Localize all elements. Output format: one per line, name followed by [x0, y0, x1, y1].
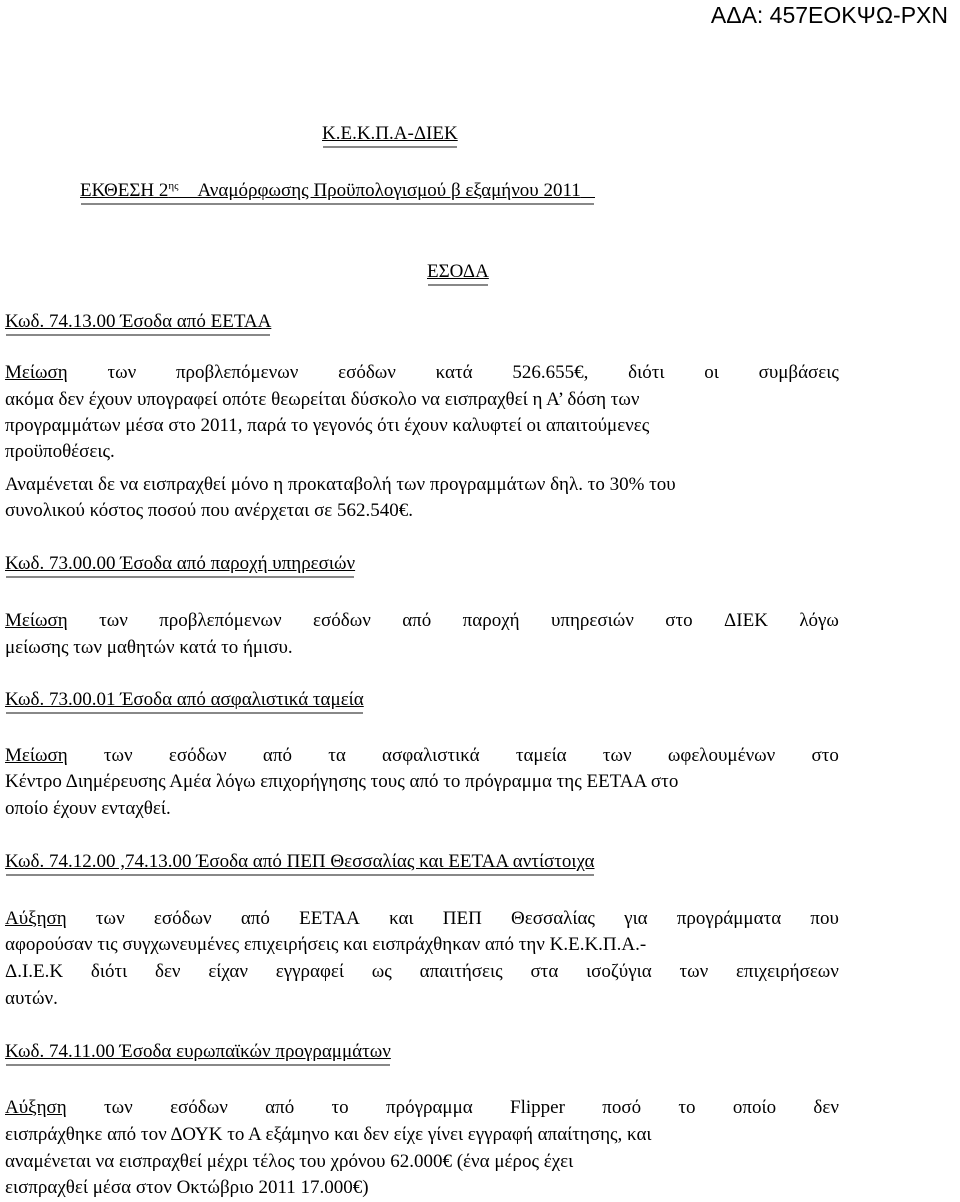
paragraph-line: Αναμένεται δε να εισπραχθεί μόνο η προκαταβολή των προγραμμάτων δηλ. το 30% του	[5, 474, 676, 495]
ada-code: ΑΔΑ: 457ΕΟΚΨΩ-ΡΧΝ	[710, 2, 948, 28]
organization-title: Κ.Ε.Κ.Π.Α-ΔΙΕΚ	[322, 123, 458, 144]
text: Μείωση	[5, 362, 68, 383]
paragraph-line: αφορούσαν τις συγχωνευμένες επιχειρήσεις και εισπράχθηκαν από την Κ.Ε.Κ.Π.Α.-	[5, 934, 647, 955]
paragraph-line: Δ.Ι.Ε.Κ διότι δεν είχαν εγγραφεί ως απαιτήσεις στα ισοζύγια των επιχειρήσεων	[5, 961, 839, 982]
code-heading-73-00-00: Κωδ. 73.00.00 Έσοδα από παροχή υπηρεσιών	[5, 553, 356, 574]
paragraph-line: αυτών.	[5, 988, 58, 1009]
code-heading-74-12-00: Κωδ. 74.12.00 ,74.13.00 Έσοδα από ΠΕΠ Θεσσαλίας και ΕΕΤΑΑ αντίστοιχα	[5, 851, 595, 872]
paragraph-line: εισπράχθηκε από τον ΔΟΥΚ το Α εξάμηνο και δεν είχε γίνει εγγραφή απαίτησης, και	[5, 1124, 652, 1145]
report-title-superscript: ης	[168, 180, 179, 192]
code-heading-74-13-00: Κωδ. 74.13.00 Έσοδα από ΕΕΤΑΑ	[5, 311, 272, 332]
paragraph-line: Κέντρο Διημέρευσης Αμέα λόγω επιχορήγησης τους από το πρόγραμμα της ΕΕΤΑΑ στο	[5, 771, 679, 792]
report-title	[80, 174, 595, 203]
paragraph-line: προγραμμάτων μέσα στο 2011, παρά το γεγονός ότι έχουν καλυφτεί οι απαιτούμενες	[5, 415, 650, 436]
paragraph-line: Αύξηση των εσόδων από ΕΕΤΑΑ και ΠΕΠ Θεσσαλίας για προγράμματα που	[5, 908, 839, 929]
paragraph-line: Μείωση των εσόδων από τα ασφαλιστικά ταμεία των ωφελουμένων στο	[5, 745, 839, 766]
paragraph-line: εισπραχθεί μέσα στον Οκτώβριο 2011 17.000€)	[5, 1177, 369, 1198]
code-heading-73-00-01: Κωδ. 73.00.01 Έσοδα από ασφαλιστικά ταμεία	[5, 689, 364, 710]
paragraph-line: αναμένεται να εισπραχθεί μέχρι τέλος του χρόνου 62.000€ (ένα μέρος έχει	[5, 1151, 574, 1172]
paragraph-line: Αύξηση των εσόδων από το πρόγραμμα Flipper ποσό το οποίο δεν	[5, 1097, 839, 1118]
paragraph-line: προϋποθέσεις.	[5, 441, 115, 462]
report-title-prefix: ΕΚΘΕΣΗ 2	[80, 180, 169, 201]
code-heading-74-11-00: Κωδ. 74.11.00 Έσοδα ευρωπαϊκών προγραμμάτων	[5, 1041, 391, 1062]
section-heading: ΕΣΟΔΑ	[427, 261, 489, 282]
paragraph-line: μείωσης των μαθητών κατά το ήμισυ.	[5, 637, 293, 658]
paragraph-line: οποίο έχουν ενταχθεί.	[5, 798, 171, 819]
report-title-rest: Αναμόρφωσης Προϋπολογισμού β εξαμήνου 2011	[197, 180, 581, 201]
paragraph-line: Μείωση των προβλεπόμενων εσόδων από παροχή υπηρεσιών στο ΔΙΕΚ λόγω	[5, 610, 839, 631]
paragraph-line: ακόμα δεν έχουν υπογραφεί οπότε θεωρείται δύσκολο να εισπραχθεί η Α’ δόση των	[5, 389, 640, 410]
paragraph-line: Μείωση των προβλεπόμενων εσόδων κατά 526.655€, διότι οι συμβάσεις	[5, 362, 839, 383]
paragraph-line: συνολικού κόστος ποσού που ανέρχεται σε 562.540€.	[5, 500, 414, 521]
